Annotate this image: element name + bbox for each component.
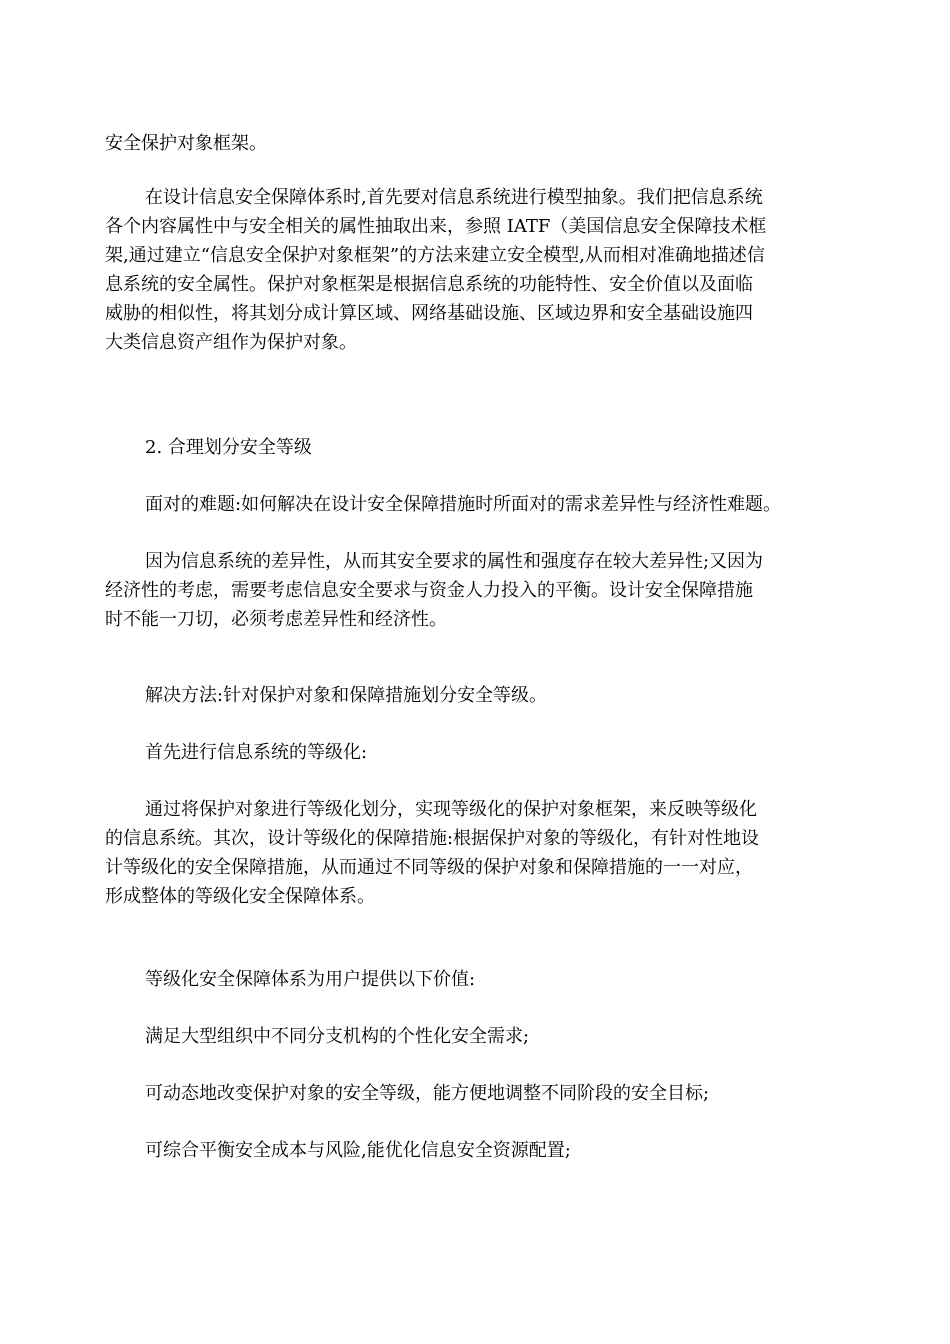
- text-line: 息系统的安全属性。保护对象框架是根据信息系统的功能特性、安全价值以及面临: [105, 274, 753, 295]
- text-line: 形成整体的等级化安全保障体系。: [105, 886, 375, 907]
- paragraph-first-step: [105, 738, 850, 767]
- text-line: 解决方法:针对保护对象和保障措施划分安全等级。: [145, 685, 548, 706]
- paragraph-grading: [105, 795, 850, 911]
- section-heading-text: 2. 合理划分安全等级: [145, 437, 312, 458]
- text-line: 通过将保护对象进行等级化划分，实现等级化的保护对象框架，来反映等级化: [145, 799, 757, 820]
- text-line: 在设计信息安全保障体系时,首先要对信息系统进行模型抽象。我们把信息系统: [145, 187, 763, 208]
- paragraph-solution: [105, 681, 850, 710]
- paragraph-difference: [105, 547, 850, 634]
- text-line: 可综合平衡安全成本与风险,能优化信息安全资源配置;: [145, 1140, 571, 1161]
- text-line: 威胁的相似性，将其划分成计算区域、网络基础设施、区域边界和安全基础设施四: [105, 303, 753, 324]
- text-line: 经济性的考虑，需要考虑信息安全要求与资金人力投入的平衡。设计安全保障措施: [105, 580, 753, 601]
- text-line: 满足大型组织中不同分支机构的个性化安全需求;: [145, 1026, 530, 1047]
- text-line: 时不能一刀切，必须考虑差异性和经济性。: [105, 609, 447, 630]
- text-line: 等级化安全保障体系为用户提供以下价值:: [145, 969, 476, 990]
- text-line: 各个内容属性中与安全相关的属性抽取出来，参照 IATF（美国信息安全保障技术框: [105, 216, 767, 237]
- text-line: 计等级化的安全保障措施，从而通过不同等级的保护对象和保障措施的一一对应，: [105, 857, 753, 878]
- text-line: 首先进行信息系统的等级化:: [145, 742, 368, 763]
- text-line: 大类信息资产组作为保护对象。: [105, 332, 357, 353]
- text-line: 的信息系统。其次，设计等级化的保障措施:根据保护对象的等级化，有针对性地设: [105, 828, 760, 849]
- text-line: 因为信息系统的差异性，从而其安全要求的属性和强度存在较大差异性;又因为: [145, 551, 764, 572]
- section-heading: [105, 433, 850, 462]
- paragraph-model-abstraction: [105, 183, 850, 357]
- paragraph-value-3: [105, 1136, 850, 1165]
- paragraph-intro-tail: [105, 129, 850, 158]
- paragraph-problem: [105, 490, 850, 519]
- text-line: 架,通过建立“信息安全保护对象框架”的方法来建立安全模型,从而相对准确地描述信: [105, 245, 765, 266]
- paragraph-value-2: [105, 1079, 850, 1108]
- paragraph-value-intro: [105, 965, 850, 994]
- text-line: 面对的难题:如何解决在设计安全保障措施时所面对的需求差异性与经济性难题。: [145, 494, 782, 515]
- text-line: 安全保护对象框架。: [105, 133, 267, 154]
- paragraph-value-1: [105, 1022, 850, 1051]
- text-line: 可动态地改变保护对象的安全等级，能方便地调整不同阶段的安全目标;: [145, 1083, 710, 1104]
